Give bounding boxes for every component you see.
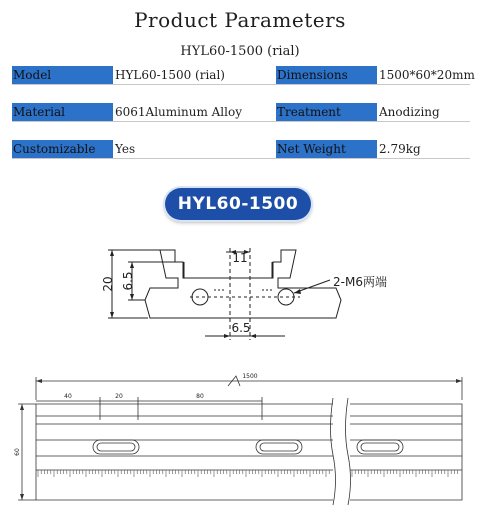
param-value-customizable: Yes (115, 142, 136, 156)
profile-cross-section (108, 248, 341, 340)
param-value-dimensions: 1500*60*20mm (379, 68, 475, 82)
rail-length-label: 1500 (242, 373, 258, 380)
param-label-net-weight: Net Weight (276, 140, 377, 158)
param-label-model: Model (12, 66, 113, 84)
rail-arrowheads (20, 379, 462, 500)
rail-width-label: 60 (14, 448, 21, 456)
rail-dim-80-label: 80 (196, 393, 204, 400)
dim-bottom-label: 6.5 (231, 321, 251, 335)
param-label-treatment: Treatment (276, 103, 377, 121)
rail-dim-20-label: 20 (115, 393, 123, 400)
page-subtitle: HYL60-1500 (rial) (180, 44, 300, 59)
param-label-customizable: Customizable (12, 140, 113, 158)
param-label-material: Material (12, 103, 113, 121)
param-value-material: 6061Aluminum Alloy (115, 105, 242, 119)
rail-dim-40-label: 40 (64, 393, 72, 400)
rail-ruler-ticks (38, 470, 458, 477)
param-value-net-weight: 2.79kg (379, 142, 421, 156)
rail-drawing (18, 376, 462, 505)
dim-inner-label: 6.5 (121, 271, 135, 291)
page-title: Product Parameters (134, 8, 346, 32)
dim-note-label: 2-M6两端 (333, 275, 387, 289)
model-badge: HYL60-1500 (165, 188, 311, 220)
dim-height-label: 20 (101, 276, 115, 292)
param-value-model: HYL60-1500 (rial) (115, 68, 225, 82)
dim-top-label: 11 (232, 251, 248, 265)
param-label-dimensions: Dimensions (276, 66, 377, 84)
param-value-treatment: Anodizing (379, 105, 440, 119)
